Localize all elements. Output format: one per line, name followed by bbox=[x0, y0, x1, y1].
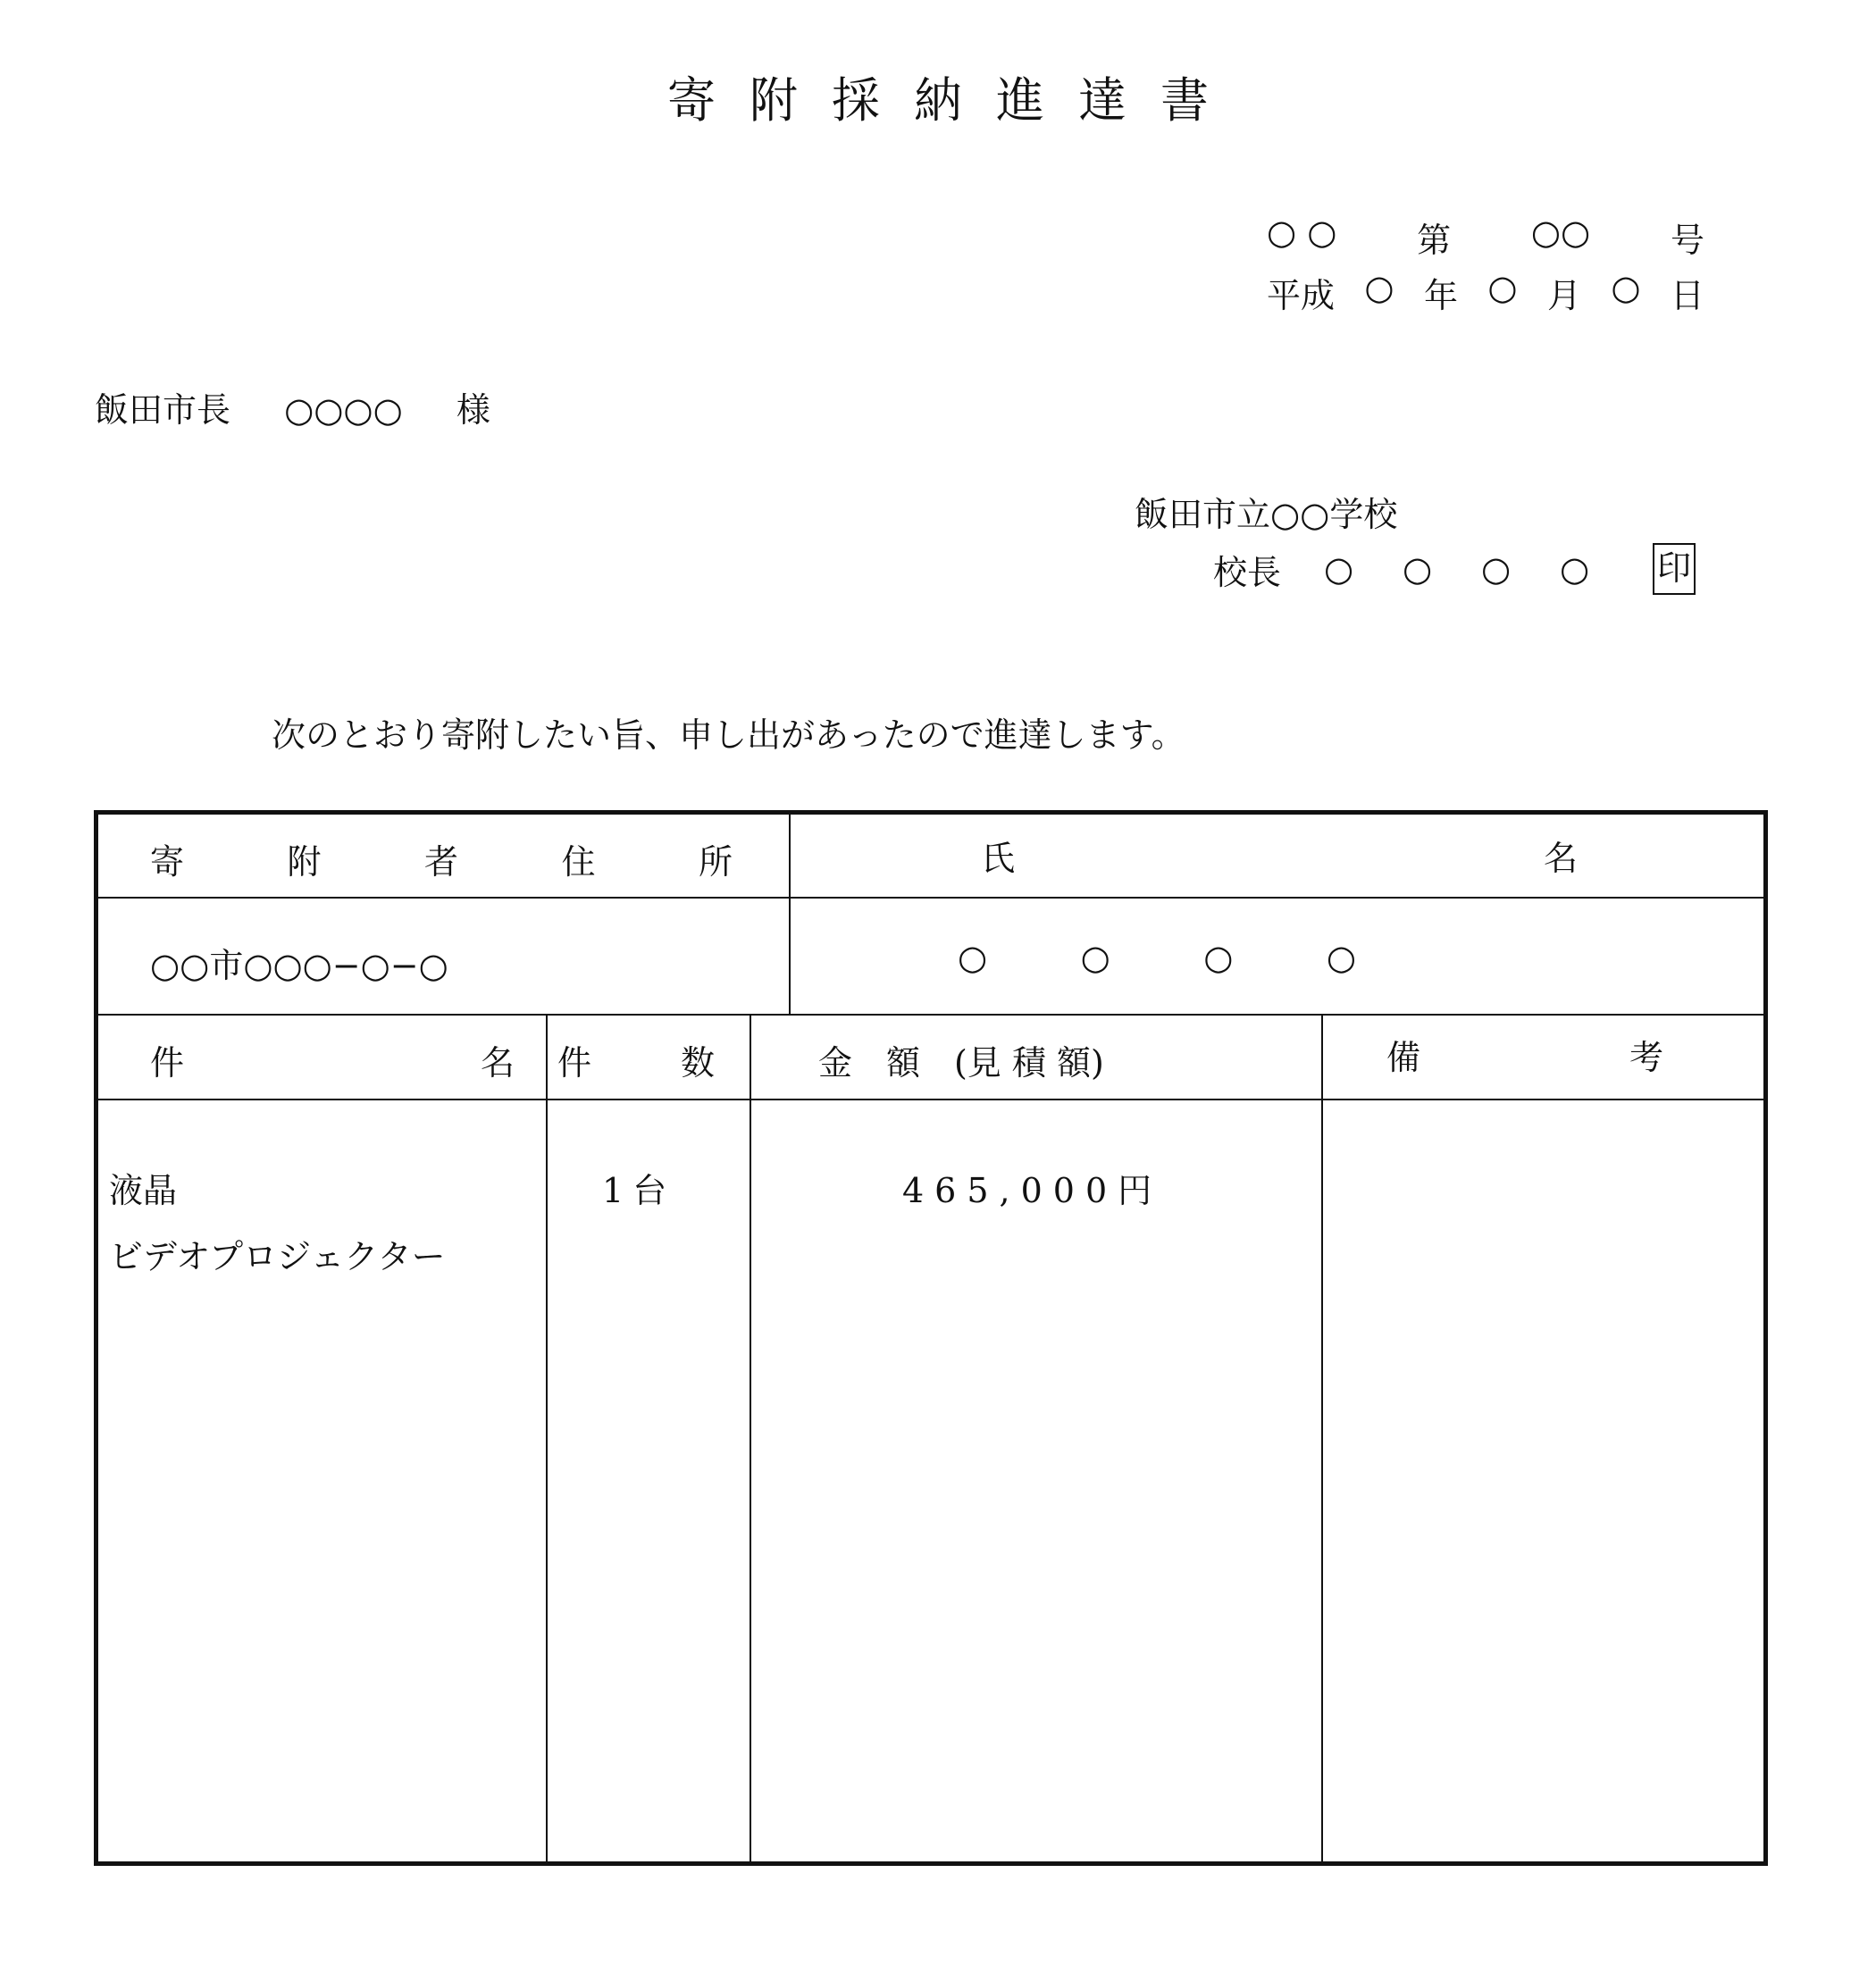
header-char: 名 bbox=[480, 1043, 515, 1083]
header-item-count bbox=[557, 1035, 715, 1084]
header-char: 考 bbox=[1629, 1038, 1663, 1077]
date-year-unit: 年 bbox=[1423, 276, 1458, 315]
item-amount: 465,000円 bbox=[902, 1171, 1163, 1210]
date-year: ○ bbox=[1364, 268, 1394, 307]
donation-table bbox=[94, 810, 1768, 1866]
header-char: 附 bbox=[287, 842, 322, 882]
table-column-divider bbox=[750, 1014, 751, 1861]
header-donor-name bbox=[981, 831, 1578, 880]
header-remarks bbox=[1386, 1030, 1663, 1079]
sender-name-char: ○ bbox=[1560, 549, 1590, 589]
header-char: 所 bbox=[698, 842, 733, 882]
seal-stamp-box: 印 bbox=[1653, 543, 1696, 595]
document-number-prefix: ○ ○ bbox=[1267, 213, 1337, 252]
sender-name-char: ○ bbox=[1324, 549, 1354, 589]
donor-address: ○○市○○○−○−○ bbox=[150, 946, 448, 985]
item-count: 1台 bbox=[602, 1171, 676, 1210]
addressee-name: ○○○○ bbox=[284, 390, 403, 430]
header-char: 氏 bbox=[981, 839, 1016, 878]
header-char: 寄 bbox=[150, 842, 185, 882]
item-name-line1: 液晶 bbox=[109, 1171, 178, 1210]
donor-name bbox=[958, 938, 1356, 977]
header-char: 名 bbox=[1543, 839, 1578, 878]
sender-name-char: ○ bbox=[1403, 549, 1433, 589]
addressee-honorific: 様 bbox=[456, 390, 490, 430]
header-char: 件 bbox=[557, 1043, 592, 1083]
table-rule bbox=[98, 1099, 1763, 1100]
header-char: 住 bbox=[561, 842, 596, 882]
header-item-name bbox=[150, 1035, 515, 1084]
addressee-title: 飯田市長 bbox=[95, 390, 231, 430]
addressee bbox=[95, 382, 533, 431]
date-month-unit: 月 bbox=[1546, 276, 1581, 315]
document-title: 寄附採納進達書 bbox=[667, 72, 1243, 129]
donor-name-char: ○ bbox=[958, 938, 988, 977]
document-number-suffix: 号 bbox=[1670, 221, 1704, 260]
table-column-divider bbox=[1321, 1014, 1323, 1861]
header-char: 備 bbox=[1386, 1038, 1421, 1077]
table-rule bbox=[98, 897, 1763, 899]
header-donor-address bbox=[150, 834, 733, 883]
donor-name-char: ○ bbox=[1203, 938, 1234, 977]
date-era: 平成 bbox=[1267, 276, 1336, 315]
sender-role: 校長 bbox=[1213, 552, 1282, 592]
sender-name-char: ○ bbox=[1481, 549, 1512, 589]
donor-name-char: ○ bbox=[1326, 938, 1356, 977]
document-date bbox=[1267, 268, 1704, 317]
date-day: ○ bbox=[1611, 268, 1641, 307]
document-number-label: 第 bbox=[1417, 221, 1452, 260]
donor-name-char: ○ bbox=[1080, 938, 1110, 977]
header-amount: 金 額 (見 積 額) bbox=[818, 1043, 1104, 1083]
table-column-divider bbox=[546, 1014, 548, 1861]
table-rule bbox=[98, 1014, 1763, 1016]
header-char: 者 bbox=[423, 842, 458, 882]
intro-text: 次のとおり寄附したい旨、申し出があったので進達します。 bbox=[272, 715, 1185, 755]
header-char: 件 bbox=[150, 1043, 185, 1083]
table-column-divider bbox=[789, 815, 791, 1014]
sender-school: 飯田市立○○学校 bbox=[1135, 495, 1398, 534]
date-day-unit: 日 bbox=[1670, 276, 1704, 315]
item-name-line2: ビデオプロジェクター bbox=[109, 1237, 446, 1276]
header-char: 数 bbox=[680, 1043, 715, 1083]
sender-principal bbox=[1213, 543, 1696, 595]
date-month: ○ bbox=[1487, 268, 1518, 307]
document-number-value: ○○ bbox=[1530, 213, 1591, 252]
document-number bbox=[1267, 213, 1704, 262]
